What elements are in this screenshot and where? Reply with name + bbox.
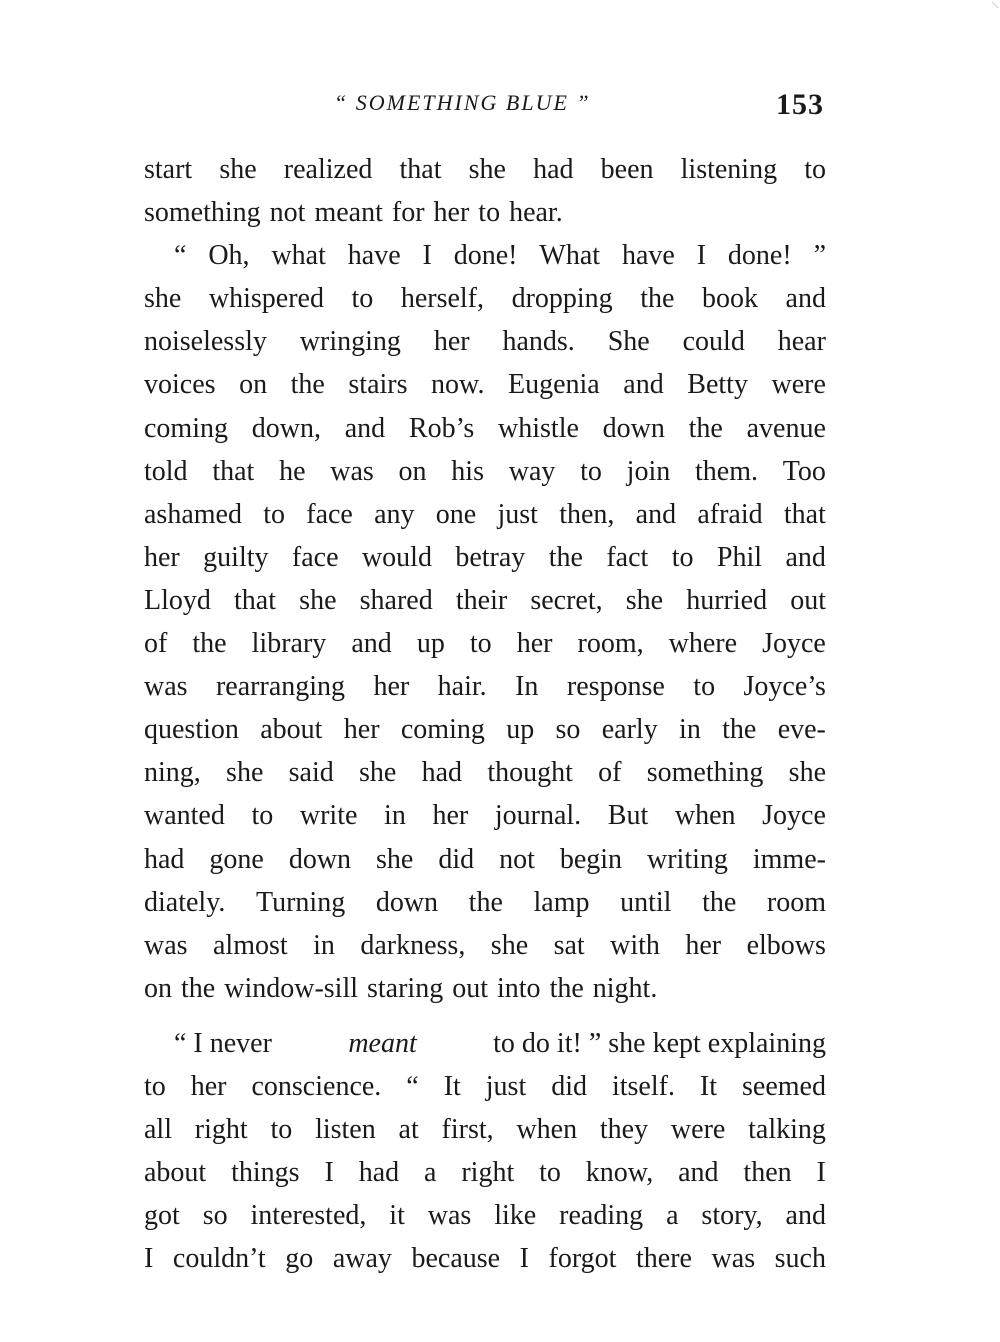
- word: I: [422, 240, 432, 272]
- word: at: [398, 1114, 419, 1146]
- word: just: [497, 498, 538, 530]
- word: about: [144, 1157, 207, 1189]
- word: she: [299, 584, 337, 616]
- word: night.: [592, 972, 658, 1004]
- word: realized: [283, 154, 373, 185]
- word: dropping: [511, 283, 613, 315]
- word: that: [212, 455, 255, 487]
- word: told: [144, 455, 188, 487]
- word: seemed: [742, 1070, 826, 1102]
- word: question: [144, 714, 239, 746]
- word: and: [635, 498, 677, 530]
- word: were: [771, 369, 826, 401]
- word: not: [269, 197, 306, 229]
- word: did: [551, 1070, 587, 1102]
- word: now.: [431, 369, 485, 401]
- word: voices: [144, 369, 216, 401]
- word: hear: [777, 326, 826, 358]
- word: early: [601, 714, 658, 746]
- word: of: [144, 628, 168, 660]
- word: hear.: [509, 197, 563, 229]
- text-line: [144, 622, 826, 665]
- word: fact: [606, 541, 649, 573]
- word: Turning: [255, 886, 346, 918]
- text-line: [144, 838, 826, 881]
- word: Eugenia: [508, 369, 600, 401]
- word: Betty: [687, 369, 748, 401]
- word: go: [285, 1243, 314, 1275]
- word: and: [344, 412, 386, 444]
- text-line-emphasis: [144, 1022, 826, 1065]
- word: she: [625, 584, 664, 616]
- word: room: [766, 886, 826, 918]
- word: library: [251, 628, 327, 660]
- text-line: [144, 536, 826, 579]
- word: her: [433, 326, 470, 358]
- word: know,: [585, 1157, 654, 1189]
- text-line: [144, 708, 826, 751]
- word: I: [519, 1243, 529, 1275]
- word: I: [696, 240, 707, 272]
- word: to: [478, 197, 501, 229]
- word: up: [506, 714, 535, 746]
- word: she: [788, 757, 826, 789]
- word: that: [783, 498, 826, 530]
- page-number: 153: [776, 88, 824, 121]
- word: I: [324, 1157, 334, 1189]
- word: herself,: [400, 283, 485, 315]
- word: and: [785, 541, 826, 573]
- text-line: [144, 967, 826, 1010]
- word: Too: [782, 455, 826, 487]
- word: to: [263, 498, 285, 530]
- word: when: [516, 1114, 578, 1146]
- word: because: [411, 1243, 501, 1275]
- word: had: [533, 154, 574, 185]
- word: then: [743, 1157, 792, 1189]
- word: listening: [680, 154, 778, 185]
- word: her: [190, 1070, 227, 1102]
- word: to: [351, 283, 374, 315]
- word: and: [351, 628, 392, 660]
- word: about: [260, 714, 323, 746]
- word: in: [313, 929, 335, 961]
- word: in: [384, 800, 406, 832]
- word: avenue: [746, 412, 826, 444]
- word: any: [374, 498, 415, 530]
- word: story,: [701, 1200, 763, 1232]
- word: the: [468, 886, 503, 918]
- word: the: [181, 972, 216, 1004]
- word: and: [678, 1157, 719, 1189]
- word: could: [682, 326, 745, 358]
- word: write: [299, 800, 358, 832]
- word: In: [515, 671, 539, 703]
- word: she: [376, 843, 414, 875]
- word: itself.: [611, 1070, 675, 1102]
- word: when: [674, 800, 736, 832]
- word: of: [598, 757, 622, 789]
- word: Oh,: [208, 240, 250, 272]
- word: But: [607, 800, 649, 832]
- word: his: [451, 455, 484, 487]
- word: away: [332, 1243, 392, 1275]
- word: said: [288, 757, 334, 789]
- word: where: [668, 628, 738, 660]
- word: right: [461, 1157, 515, 1189]
- word: “: [174, 240, 187, 272]
- word: their: [455, 584, 508, 616]
- word: listen: [315, 1114, 376, 1146]
- word: had: [421, 757, 463, 789]
- word: and: [623, 369, 664, 401]
- word: and: [785, 283, 826, 315]
- word: elbows: [746, 929, 826, 961]
- word: to: [144, 1070, 166, 1102]
- word: out: [452, 972, 488, 1004]
- word: right: [194, 1114, 248, 1146]
- word: just: [485, 1070, 527, 1102]
- word: rearranging: [215, 671, 346, 703]
- word: book: [701, 283, 758, 315]
- word: secret,: [530, 584, 603, 616]
- word: shared: [359, 584, 433, 616]
- text-line: [144, 450, 826, 493]
- word: ”: [813, 240, 826, 272]
- word: on: [398, 455, 427, 487]
- word: was: [711, 1243, 756, 1275]
- word: Phil: [716, 541, 763, 573]
- word: her: [144, 541, 180, 573]
- text-line: [144, 665, 826, 708]
- word: down: [288, 843, 352, 875]
- word: to: [693, 671, 716, 703]
- text-line: [144, 493, 826, 536]
- word: done!: [727, 240, 792, 272]
- word: them.: [694, 455, 758, 487]
- text-line: [144, 794, 826, 837]
- text-line: [144, 1108, 826, 1151]
- word: she: [490, 929, 529, 961]
- word: face: [291, 541, 339, 573]
- text-line: [144, 881, 826, 924]
- word: Lloyd: [144, 584, 211, 616]
- word: wringing: [299, 326, 401, 358]
- word: what: [271, 240, 326, 272]
- word: out: [790, 584, 826, 616]
- word: imme-: [752, 843, 826, 875]
- word: lamp: [533, 886, 590, 918]
- text-line: [144, 148, 826, 191]
- word: to: [804, 154, 826, 185]
- word: coming: [400, 714, 485, 746]
- line-after-emphasis: to do it! ” she kept explaining: [493, 1027, 826, 1059]
- word: whistle: [498, 412, 579, 444]
- word: to: [270, 1114, 293, 1146]
- word: her: [433, 197, 470, 229]
- word: window-sill: [224, 972, 358, 1004]
- word: It: [699, 1070, 718, 1102]
- word: would: [361, 541, 432, 573]
- word: betray: [455, 541, 526, 573]
- word: for: [391, 197, 425, 229]
- word: wanted: [144, 800, 225, 832]
- word: the: [688, 412, 723, 444]
- word: they: [599, 1114, 649, 1146]
- word: almost: [213, 929, 288, 961]
- word: the: [702, 886, 737, 918]
- word: I: [816, 1157, 826, 1189]
- word: she: [359, 757, 397, 789]
- word: face: [306, 498, 353, 530]
- text-line: [144, 320, 826, 363]
- word: it: [389, 1200, 405, 1232]
- word: had: [144, 843, 185, 875]
- word: Joyce’s: [743, 671, 826, 703]
- word: she: [144, 283, 182, 315]
- word: with: [610, 929, 660, 961]
- word: and: [785, 1200, 826, 1232]
- word: sat: [553, 929, 585, 961]
- word: on: [144, 972, 172, 1004]
- word: have: [621, 240, 675, 272]
- text-line: [144, 1065, 826, 1108]
- word: down: [602, 412, 665, 444]
- word: room,: [577, 628, 644, 660]
- running-head: [144, 88, 824, 128]
- word: her: [432, 800, 469, 832]
- word: reading: [559, 1200, 644, 1232]
- text-line: [144, 191, 826, 234]
- word: hair.: [437, 671, 487, 703]
- word: afraid: [697, 498, 763, 530]
- word: to: [469, 628, 492, 660]
- word: eve-: [777, 714, 826, 746]
- word: then,: [559, 498, 615, 530]
- word: had: [358, 1157, 400, 1189]
- word: thought: [487, 757, 573, 789]
- word: her: [685, 929, 722, 961]
- text-line: [144, 363, 826, 406]
- word: the: [549, 972, 584, 1004]
- word: the: [722, 714, 757, 746]
- word: hands.: [502, 326, 575, 358]
- body-text: [144, 148, 826, 1280]
- word: he: [279, 455, 306, 487]
- word: that: [399, 154, 442, 185]
- word: were: [670, 1114, 726, 1146]
- word: so: [555, 714, 581, 746]
- word: to: [671, 541, 694, 573]
- word: done!: [453, 240, 518, 272]
- text-line: [144, 407, 826, 450]
- word: to: [251, 800, 274, 832]
- word: was: [144, 671, 188, 703]
- word: couldn’t: [172, 1243, 266, 1275]
- word: was: [427, 1200, 472, 1232]
- word: “: [406, 1070, 419, 1102]
- word: in: [679, 714, 701, 746]
- word: coming: [144, 412, 228, 444]
- word: was: [330, 455, 374, 487]
- running-title: “ SOMETHING BLUE ”: [334, 90, 591, 115]
- word: all: [144, 1114, 172, 1146]
- word: Joyce: [762, 628, 826, 660]
- word: not: [499, 843, 535, 875]
- word: into: [497, 972, 541, 1004]
- word: interested,: [250, 1200, 367, 1232]
- text-line: [144, 924, 826, 967]
- word: down,: [251, 412, 321, 444]
- word: guilty: [203, 541, 269, 573]
- word: did: [438, 843, 475, 875]
- text-line: [144, 1151, 826, 1194]
- word: a: [666, 1200, 679, 1232]
- text-line: [144, 1194, 826, 1237]
- scan-corner-mark-icon: [980, 0, 1000, 20]
- word: a: [424, 1157, 437, 1189]
- word: talking: [748, 1114, 826, 1146]
- word: down: [375, 886, 439, 918]
- word: way: [508, 455, 556, 487]
- word: ashamed: [144, 498, 242, 530]
- word: forgot: [548, 1243, 617, 1275]
- word: writing: [647, 843, 728, 875]
- word: her: [343, 714, 380, 746]
- word: journal.: [494, 800, 582, 832]
- word: start: [144, 154, 193, 185]
- word: staring: [367, 972, 444, 1004]
- word: noiselessly: [144, 326, 267, 358]
- word: darkness,: [360, 929, 466, 961]
- word: gone: [209, 843, 264, 875]
- word: was: [144, 929, 188, 961]
- word: hurried: [686, 584, 768, 616]
- word: diately.: [144, 886, 226, 918]
- word: there: [636, 1243, 692, 1275]
- text-line: [144, 277, 826, 320]
- word: so: [202, 1200, 228, 1232]
- word: got: [144, 1200, 180, 1232]
- line-before-emphasis: “ I never: [174, 1027, 272, 1059]
- word: She: [607, 326, 650, 358]
- word: conscience.: [251, 1070, 382, 1102]
- word: I: [144, 1243, 154, 1275]
- word: that: [234, 584, 277, 616]
- word: Joyce: [762, 800, 826, 832]
- word: she: [468, 154, 506, 185]
- word: ning,: [144, 757, 201, 789]
- word: until: [620, 886, 672, 918]
- word: stairs: [348, 369, 408, 401]
- word: she: [219, 154, 257, 185]
- word: have: [347, 240, 401, 272]
- word: the: [548, 541, 583, 573]
- word: her: [373, 671, 410, 703]
- word: up: [416, 628, 445, 660]
- word: the: [640, 283, 675, 315]
- emphasized-word: meant: [348, 1027, 417, 1059]
- text-line: [144, 1237, 826, 1280]
- word: like: [494, 1200, 537, 1232]
- word: been: [600, 154, 654, 185]
- word: such: [774, 1243, 826, 1275]
- word: to: [580, 455, 602, 487]
- word: on: [239, 369, 268, 401]
- word: something: [144, 197, 261, 229]
- word: begin: [559, 843, 623, 875]
- word: one: [435, 498, 477, 530]
- word: response: [566, 671, 665, 703]
- word: things: [231, 1157, 300, 1189]
- text-line: [144, 579, 826, 622]
- word: It: [443, 1070, 461, 1102]
- word: to: [539, 1157, 561, 1189]
- word: What: [539, 240, 601, 272]
- word: meant: [314, 197, 383, 229]
- word: whispered: [208, 283, 324, 315]
- word: something: [646, 757, 764, 789]
- word: Rob’s: [408, 412, 475, 444]
- word: join: [626, 455, 671, 487]
- word: the: [290, 369, 325, 401]
- word: she: [226, 757, 264, 789]
- word: her: [516, 628, 553, 660]
- word: the: [192, 628, 227, 660]
- text-line: [144, 751, 826, 794]
- text-line: [144, 234, 826, 277]
- word: first,: [441, 1114, 494, 1146]
